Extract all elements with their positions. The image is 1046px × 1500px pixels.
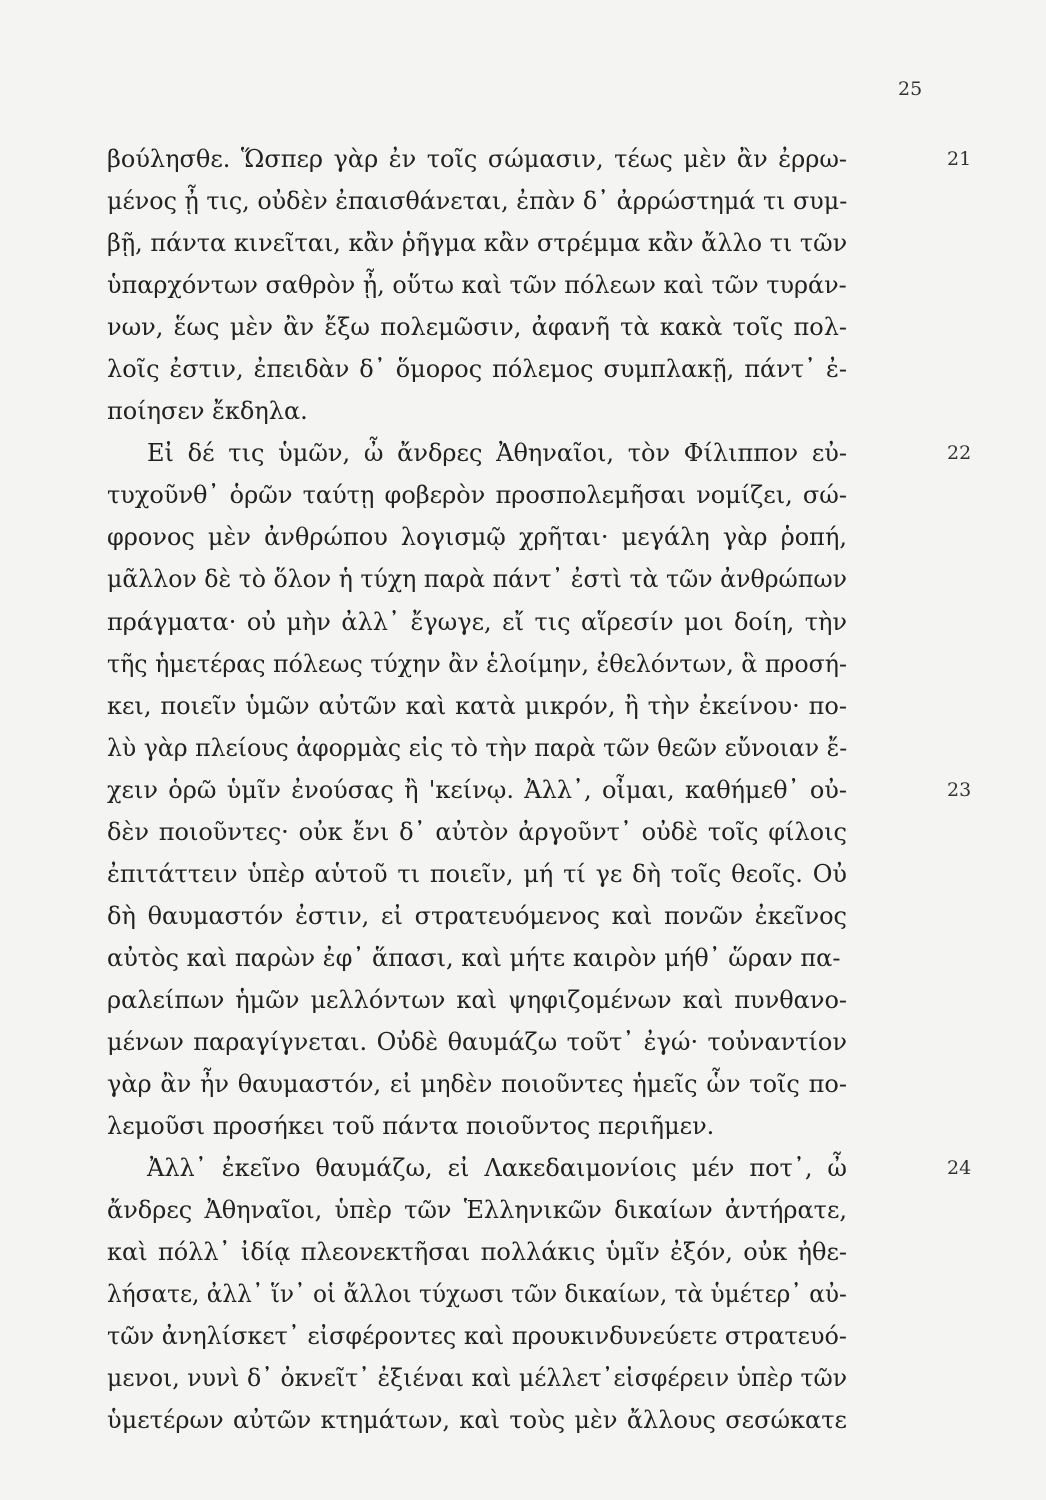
line-text: τῶν ἀνηλίσκετ᾽ εἰσφέροντες καὶ προυκινδυνεύετε στρατευό- (107, 1322, 847, 1351)
line-text: καὶ πόλλ᾽ ἰδίᾳ πλεονεκτῆσαι πολλάκις ὑμῖν ἐξόν, οὐκ ἠθε- (107, 1238, 847, 1267)
text-line (107, 180, 947, 222)
line-text: δὴ θαυμαστόν ἐστιν, εἰ στρατευόμενος καὶ πονῶν ἐκεῖνος (107, 901, 848, 930)
line-text: βῇ, πάντα κινεῖται, κἂν ῥῆγμα κἂν στρέμμα κἂν ἄλλο τι τῶν (107, 229, 848, 258)
text-line (107, 1357, 947, 1399)
text-line (107, 769, 972, 811)
line-text: λήσατε, ἀλλ᾽ ἵν᾽ οἱ ἄλλοι τύχωσι τῶν δικαίων, τὰ ὑμέτερ᾽ αὐ- (107, 1280, 847, 1309)
text-line (107, 685, 947, 727)
line-text: ραλείπων ἡμῶν μελλόντων καὶ ψηφιζομένων καὶ πυνθανο- (107, 985, 848, 1014)
line-text: τῆς ἡμετέρας πόλεως τύχην ἂν ἑλοίμην, ἐθελόντων, ἃ προσή- (107, 649, 847, 678)
line-text: Εἰ δέ τις ὑμῶν, ὦ ἄνδρες Ἀθηναῖοι, τὸν Φίλιππον εὐ- (147, 439, 847, 468)
line-text: αὐτὸς καὶ παρὼν ἐφ᾽ ἅπασι, καὶ μήτε καιρὸν μήθ᾽ ὥραν πα- (107, 943, 841, 972)
text-line (107, 1105, 947, 1147)
text-line (107, 1147, 972, 1189)
body-text (107, 138, 972, 1441)
page-number: 25 (898, 78, 923, 100)
section-number: 21 (947, 148, 972, 170)
text-line (107, 727, 947, 769)
line-text: μᾶλλον δὲ τὸ ὅλον ἡ τύχη παρὰ πάντ᾽ ἐστὶ τὰ τῶν ἀνθρώπων (107, 565, 847, 594)
text-line (107, 222, 947, 264)
text-line (107, 474, 947, 516)
section-number: 24 (947, 1157, 972, 1180)
line-text: ποίησεν ἔκδηλα. (107, 397, 308, 426)
section-number: 22 (947, 442, 972, 465)
line-text: μένος ᾖ τις, οὐδὲν ἐπαισθάνεται, ἐπὰν δ᾽ ἀρρώστημά τι συμ- (107, 187, 848, 216)
text-line (107, 264, 947, 306)
line-text: πράγματα· οὐ μὴν ἀλλ᾽ ἔγωγε, εἴ τις αἵρεσίν μοι δοίη, τὴν (107, 607, 848, 636)
text-line (107, 895, 947, 937)
line-text: βούλησθε. Ὥσπερ γὰρ ἐν τοῖς σώμασιν, τέως μὲν ἂν ἐρρω- (107, 145, 848, 173)
text-line (107, 390, 947, 432)
text-line (107, 811, 947, 853)
line-text: ὑπαρχόντων σαθρὸν ᾖ, οὕτω καὶ τῶν πόλεων καὶ τῶν τυράν- (107, 271, 847, 300)
text-line (107, 1399, 947, 1441)
line-text: κει, ποιεῖν ὑμῶν αὐτῶν καὶ κατὰ μικρόν, ἢ τὴν ἐκείνου· πο- (107, 691, 847, 720)
line-text: ὑμετέρων αὐτῶν κτημάτων, καὶ τοὺς μὲν ἄλλους σεσώκατε (107, 1406, 847, 1435)
text-line (107, 432, 972, 474)
line-text: νων, ἕως μὲν ἂν ἔξω πολεμῶσιν, ἀφανῆ τὰ κακὰ τοῖς πολ- (107, 313, 848, 342)
text-line (107, 1063, 947, 1105)
text-line (107, 979, 947, 1021)
text-line (107, 853, 947, 895)
text-line (107, 601, 947, 643)
text-line (107, 558, 947, 600)
line-text: λὺ γὰρ πλείους ἀφορμὰς εἰς τὸ τὴν παρὰ τῶν θεῶν εὔνοιαν ἔ- (107, 733, 848, 762)
text-line (107, 306, 947, 348)
line-text: λοῖς ἐστιν, ἐπειδὰν δ᾽ ὅμορος πόλεμος συμπλακῇ, πάντ᾽ ἐ- (107, 355, 847, 384)
line-text: χειν ὁρῶ ὑμῖν ἐνούσας ἢ 'κείνῳ. Ἀλλ᾽, οἶμαι, καθήμεθ᾽ οὐ- (107, 775, 847, 804)
line-text: τυχοῦνθ᾽ ὁρῶν ταύτῃ φοβερὸν προσπολεμῆσαι νομίζει, σώ- (107, 481, 847, 510)
text-line (107, 348, 947, 390)
section-number: 23 (947, 778, 972, 801)
text-line (107, 1189, 947, 1231)
line-text: Ἀλλ᾽ ἐκεῖνο θαυμάζω, εἰ Λακεδαιμονίοις μέν ποτ᾽, ὦ (147, 1154, 847, 1183)
line-text: ἄνδρες Ἀθηναῖοι, ὑπὲρ τῶν Ἑλληνικῶν δικαίων ἀντήρατε, (107, 1196, 848, 1225)
line-text: δὲν ποιοῦντες· οὐκ ἔνι δ᾽ αὐτὸν ἀργοῦντ᾽ οὐδὲ τοῖς φίλοις (107, 817, 847, 846)
text-line (107, 516, 947, 558)
line-text: μενοι, νυνὶ δ᾽ ὀκνεῖτ᾽ ἐξιέναι καὶ μέλλετ᾽εἰσφέρειν ὑπὲρ τῶν (107, 1364, 848, 1393)
text-line (107, 1273, 947, 1315)
text-line (107, 1021, 947, 1063)
line-text: γὰρ ἂν ἦν θαυμαστόν, εἰ μηδὲν ποιοῦντες ἡμεῖς ὧν τοῖς πο- (107, 1070, 847, 1099)
line-text: ἐπιτάττειν ὑπὲρ αὑτοῦ τι ποιεῖν, μή τί γε δὴ τοῖς θεοῖς. Οὐ (107, 859, 847, 888)
text-line (107, 1231, 947, 1273)
line-text: φρονος μὲν ἀνθρώπου λογισμῷ χρῆται· μεγάλη γὰρ ῥοπή, (107, 523, 847, 552)
line-text: μένων παραγίγνεται. Οὐδὲ θαυμάζω τοῦτ᾽ ἐγώ· τοὐναντίον (107, 1027, 847, 1056)
text-line (107, 1315, 947, 1357)
text-line (107, 138, 972, 180)
text-line (107, 643, 947, 685)
line-text: λεμοῦσι προσήκει τοῦ πάντα ποιοῦντος περιῆμεν. (107, 1112, 715, 1141)
text-line (107, 937, 947, 979)
